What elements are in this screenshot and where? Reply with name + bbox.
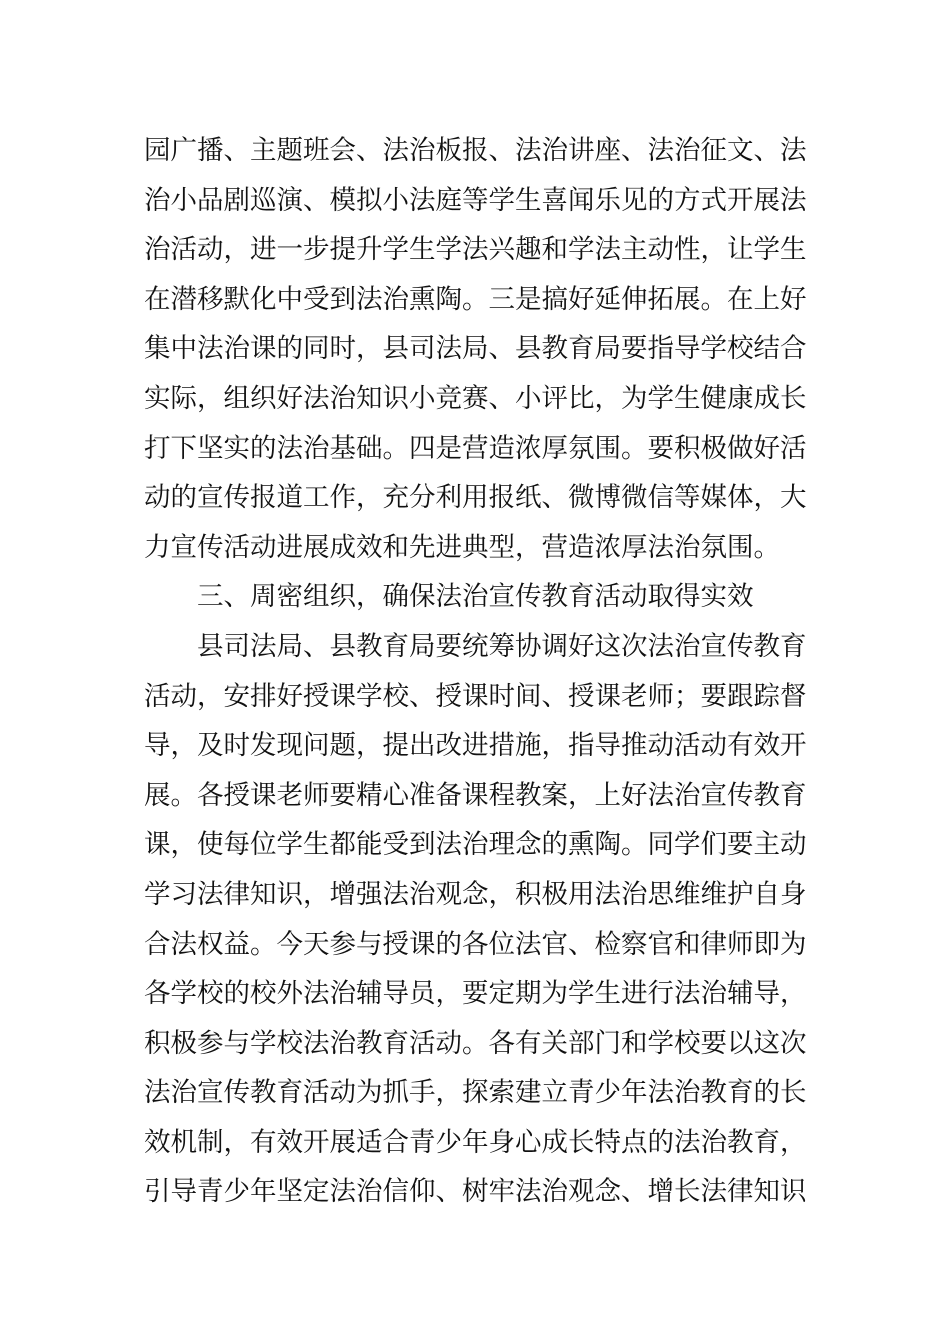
text-line: 治小品剧巡演、模拟小法庭等学生喜闻乐见的方式开展法	[144, 184, 807, 216]
text-line: 实际，组织好法治知识小竞赛、小评比，为学生健康成长	[144, 382, 807, 414]
text-line: 打下坚实的法治基础。四是营造浓厚氛围。要积极做好活	[144, 432, 807, 464]
text-line: 课，使每位学生都能受到法治理念的熏陶。同学们要主动	[144, 829, 807, 861]
text-line: 力宣传活动进展成效和先进典型，营造浓厚法治氛围。	[144, 531, 780, 563]
text-line: 动的宣传报道工作，充分利用报纸、微博微信等媒体，大	[144, 482, 807, 514]
text-line: 引导青少年坚定法治信仰、树牢法治观念、增长法律知识	[144, 1176, 807, 1208]
text-line: 县司法局、县教育局要统筹协调好这次法治宣传教育	[197, 630, 807, 662]
text-line: 在潜移默化中受到法治熏陶。三是搞好延伸拓展。在上好	[144, 283, 807, 315]
body-text	[144, 126, 808, 1217]
text-line: 活动，安排好授课学校、授课时间、授课老师；要跟踪督	[144, 680, 807, 712]
text-line: 展。各授课老师要精心准备课程教案，上好法治宣传教育	[144, 779, 807, 811]
text-line: 合法权益。今天参与授课的各位法官、检察官和律师即为	[144, 928, 807, 960]
text-line: 效机制，有效开展适合青少年身心成长特点的法治教育，	[144, 1126, 807, 1158]
text-line: 治活动，进一步提升学生学法兴趣和学法主动性，让学生	[144, 234, 807, 266]
text-line: 法治宣传教育活动为抓手，探索建立青少年法治教育的长	[144, 1077, 807, 1109]
text-line: 集中法治课的同时，县司法局、县教育局要指导学校结合	[144, 333, 807, 365]
section-heading: 三、周密组织，确保法治宣传教育活动取得实效	[197, 581, 754, 613]
text-line: 园广播、主题班会、法治板报、法治讲座、法治征文、法	[144, 135, 807, 166]
text-line: 积极参与学校法治教育活动。各有关部门和学校要以这次	[144, 1027, 807, 1059]
text-line: 导，及时发现问题，提出改进措施，指导推动活动有效开	[144, 730, 807, 762]
text-line: 各学校的校外法治辅导员，要定期为学生进行法治辅导，	[144, 978, 807, 1010]
text-line: 学习法律知识，增强法治观念，积极用法治思维维护自身	[144, 878, 807, 910]
